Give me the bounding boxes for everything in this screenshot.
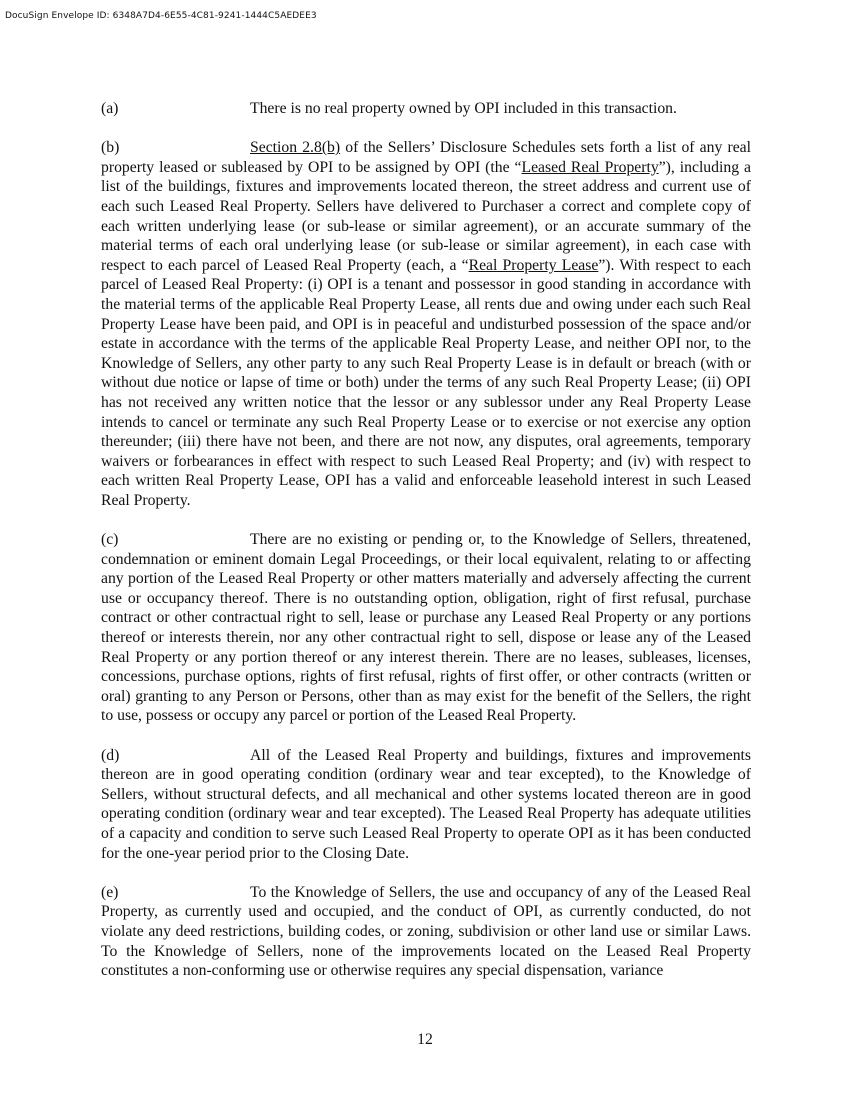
paragraph-label: (b) bbox=[101, 139, 120, 157]
paragraph-label: (d) bbox=[101, 746, 120, 764]
paragraph-text: All of the Leased Real Property and buildings, fixtures and improvements thereon are in good operating condition (ordinary wear and tear excepted), to the Knowledge of Sellers, without structural defects, and all mechanical and other systems located thereon are in good operating condition (ordinary wear and tear excepted). The Leased Real Property has adequate utilities of a capacity and condition to serve such Leased Real Property to operate OPI as it has been conducted for the one-year period prior to the Closing Date. bbox=[101, 746, 751, 862]
paragraph-label: (a) bbox=[101, 100, 119, 117]
paragraph-a bbox=[101, 99, 751, 119]
paragraph-text: of the Sellers’ Disclosure Schedules sets forth a list of any real property leased or subleased by OPI to be assigned by OPI (the “ bbox=[101, 139, 751, 176]
defined-term-real-property-lease: Real Property Lease bbox=[468, 256, 599, 274]
defined-term-leased-real-property: Leased Real Property bbox=[521, 158, 659, 176]
paragraph-label: (e) bbox=[101, 883, 119, 901]
paragraph-b bbox=[101, 138, 751, 510]
paragraph-c bbox=[101, 530, 751, 726]
paragraph-e bbox=[101, 883, 751, 981]
paragraph-text: To the Knowledge of Sellers, the use and occupancy of any of the Leased Real Property, as currently used and occupied, and the conduct of OPI, as currently conducted, do not violate any deed restrictions, building codes, or zoning, subdivision or other land use or similar Laws. To the Knowledge of Sellers, none of the improvements located on the Leased Real Property constitutes a non-conforming use or otherwise requires any special dispensation, variance bbox=[101, 883, 751, 980]
paragraph-text: ”), including a list of the buildings, fixtures and improvements located thereon, the street address and current use of each such Leased Real Property. Sellers have delivered to Purchaser a correct and complete copy of each written underlying lease (or sub-lease or similar agreement), or an accurate summary of the material terms of each oral underlying lease (or sub-lease or similar agreement), in each case with respect to each parcel of Leased Real Property (each, a “ bbox=[101, 158, 751, 274]
paragraph-text: ”). With respect to each parcel of Leased Real Property: (i) OPI is a tenant and possessor in good standing in accordance with the material terms of the applicable Real Property Lease, all rents due and owing under each such Real Property Lease have been paid, and OPI is in peaceful and undisturbed possession of the space and/or estate in accordance with the terms of the applicable Real Property Lease, and neither OPI nor, to the Knowledge of Sellers, any other party to any such Real Property Lease is in default or breach (with or without due notice or lapse of time or both) under the terms of any such Real Property Lease; (ii) OPI has not received any written notice that the lessor or any sublessor under any Real Property Lease intends to cancel or terminate any such Real Property Lease or to exercise or not exercise any option thereunder; (iii) there have not been, and there are not now, any disputes, oral agreements, temporary waivers or forbearances in effect with respect to such Leased Real Property; and (iv) with respect to each written Real Property Lease, OPI has a valid and enforceable leasehold interest in such Leased Real Property. bbox=[101, 256, 752, 509]
document-body bbox=[101, 99, 751, 1000]
paragraph-label: (c) bbox=[101, 531, 119, 549]
section-reference: Section 2.8(b) bbox=[250, 139, 341, 157]
paragraph-d bbox=[101, 746, 751, 864]
paragraph-text: There are no existing or pending or, to the Knowledge of Sellers, threatened, condemnation or eminent domain Legal Proceedings, or their local equivalent, relating to or affecting any portion of the Leased Real Property or other matters materially and adversely affecting the current use or occupancy thereof. There is no outstanding option, obligation, right of first refusal, purchase contract or other contractual right to sell, lease or purchase any Leased Real Property or any portions thereof or interests therein, nor any other contractual right to sell, dispose or lease any of the Leased Real Property or any portion thereof or any interest therein. There are no leases, subleases, licenses, concessions, purchase options, rights of first refusal, rights of first offer, or other contracts (written or oral) granting to any Person or Persons, other than as may exist for the benefit of the Sellers, the right to use, possess or occupy any parcel or portion of the Leased Real Property. bbox=[101, 531, 751, 725]
docusign-envelope-id: DocuSign Envelope ID: 6348A7D4-6E55-4C81-9241-1444C5AEDEE3 bbox=[5, 11, 317, 21]
paragraph-text: There is no real property owned by OPI included in this transaction. bbox=[250, 100, 677, 117]
page-number: 12 bbox=[417, 1031, 433, 1048]
